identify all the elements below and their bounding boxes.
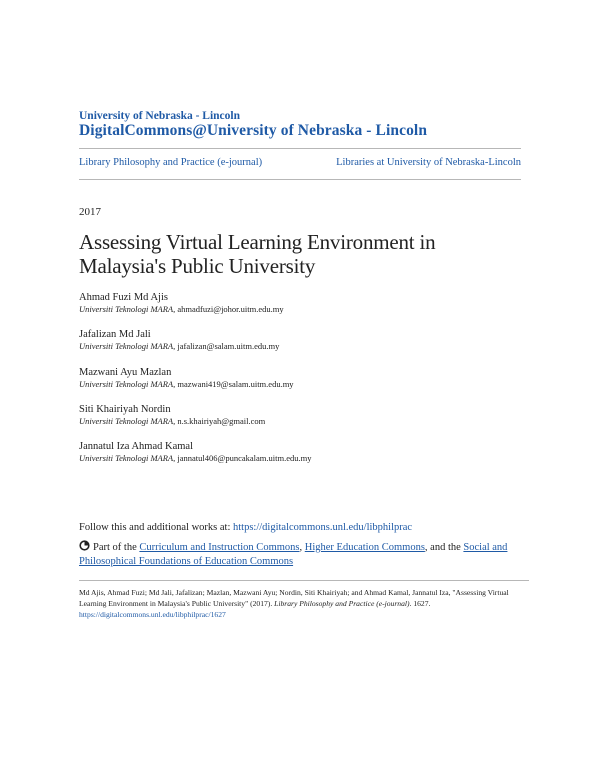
author-email: , ahmadfuzi@johor.uitm.edu.my	[173, 304, 284, 314]
author-email: , jafalizan@salam.uitm.edu.my	[173, 341, 280, 351]
collection-url-link[interactable]: https://digitalcommons.unl.edu/libphilprac	[233, 522, 413, 533]
author-affiliation	[79, 453, 312, 464]
affiliation-institution: Universiti Teknologi MARA	[79, 341, 174, 351]
author-entry	[79, 291, 284, 315]
libraries-link[interactable]: Libraries at University of Nebraska-Lincoln	[336, 157, 521, 168]
author-name: Ahmad Fuzi Md Ajis	[79, 292, 168, 303]
author-email: , n.s.khairiyah@gmail.com	[173, 416, 266, 426]
separator: ,	[299, 542, 305, 553]
repository-name[interactable]: DigitalCommons@University of Nebraska - Lincoln	[79, 122, 428, 139]
citation-url-link[interactable]: https://digitalcommons.unl.edu/libphilprac/1627	[79, 610, 226, 619]
open-access-icon	[79, 540, 90, 551]
affiliation-institution: Universiti Teknologi MARA	[79, 304, 174, 314]
author-name: Jafalizan Md Jali	[79, 329, 151, 340]
top-divider	[79, 148, 521, 149]
author-entry	[79, 328, 279, 352]
follow-line	[79, 522, 412, 533]
publication-year: 2017	[79, 206, 101, 218]
part-of-prefix: Part of the	[93, 542, 140, 553]
author-entry	[79, 440, 312, 464]
author-email: , mazwani419@salam.uitm.edu.my	[173, 379, 294, 389]
author-email: , jannatul406@puncakalam.uitm.edu.my	[173, 453, 312, 463]
higher-education-commons-link[interactable]: Higher Education Commons	[304, 542, 425, 553]
citation-number: . 1627.	[409, 599, 431, 608]
author-entry	[79, 403, 265, 427]
article-title: Assessing Virtual Learning Environment in Malaysia's Public University	[79, 230, 436, 278]
author-name: Jannatul Iza Ahmad Kamal	[79, 441, 194, 452]
social-philosophical-foundations-link[interactable]: Social and Philosophical Foundations of Education Commons	[79, 542, 508, 567]
citation-divider	[79, 580, 529, 581]
institution-name[interactable]: University of Nebraska - Lincoln	[79, 110, 240, 122]
affiliation-institution: Universiti Teknologi MARA	[79, 453, 174, 463]
author-affiliation	[79, 416, 265, 427]
author-entry	[79, 366, 294, 390]
citation-journal: Library Philosophy and Practice (e-journal)	[274, 599, 410, 608]
affiliation-institution: Universiti Teknologi MARA	[79, 416, 174, 426]
author-name: Mazwani Ayu Mazlan	[79, 367, 172, 378]
journal-link[interactable]: Library Philosophy and Practice (e-journal)	[79, 157, 263, 168]
author-name: Siti Khairiyah Nordin	[79, 404, 171, 415]
author-affiliation	[79, 341, 279, 352]
author-affiliation	[79, 379, 294, 390]
recommended-citation	[79, 587, 524, 620]
nav-divider	[79, 179, 521, 180]
follow-prefix: Follow this and additional works at:	[79, 522, 233, 533]
part-of-line	[79, 540, 529, 569]
affiliation-institution: Universiti Teknologi MARA	[79, 379, 174, 389]
curriculum-commons-link[interactable]: Curriculum and Instruction Commons	[139, 542, 300, 553]
citation-text: Md Ajis, Ahmad Fuzi; Md Jali, Jafalizan; Mazlan, Mazwani Ayu; Nordin, Siti Khairiyah; and Ahmad Kamal, Jannatul Iza, "Assessing Virtual Learning Environment in Malaysia's Public University" (2017).	[79, 588, 509, 608]
author-affiliation	[79, 304, 284, 315]
separator: , and the	[424, 542, 464, 553]
